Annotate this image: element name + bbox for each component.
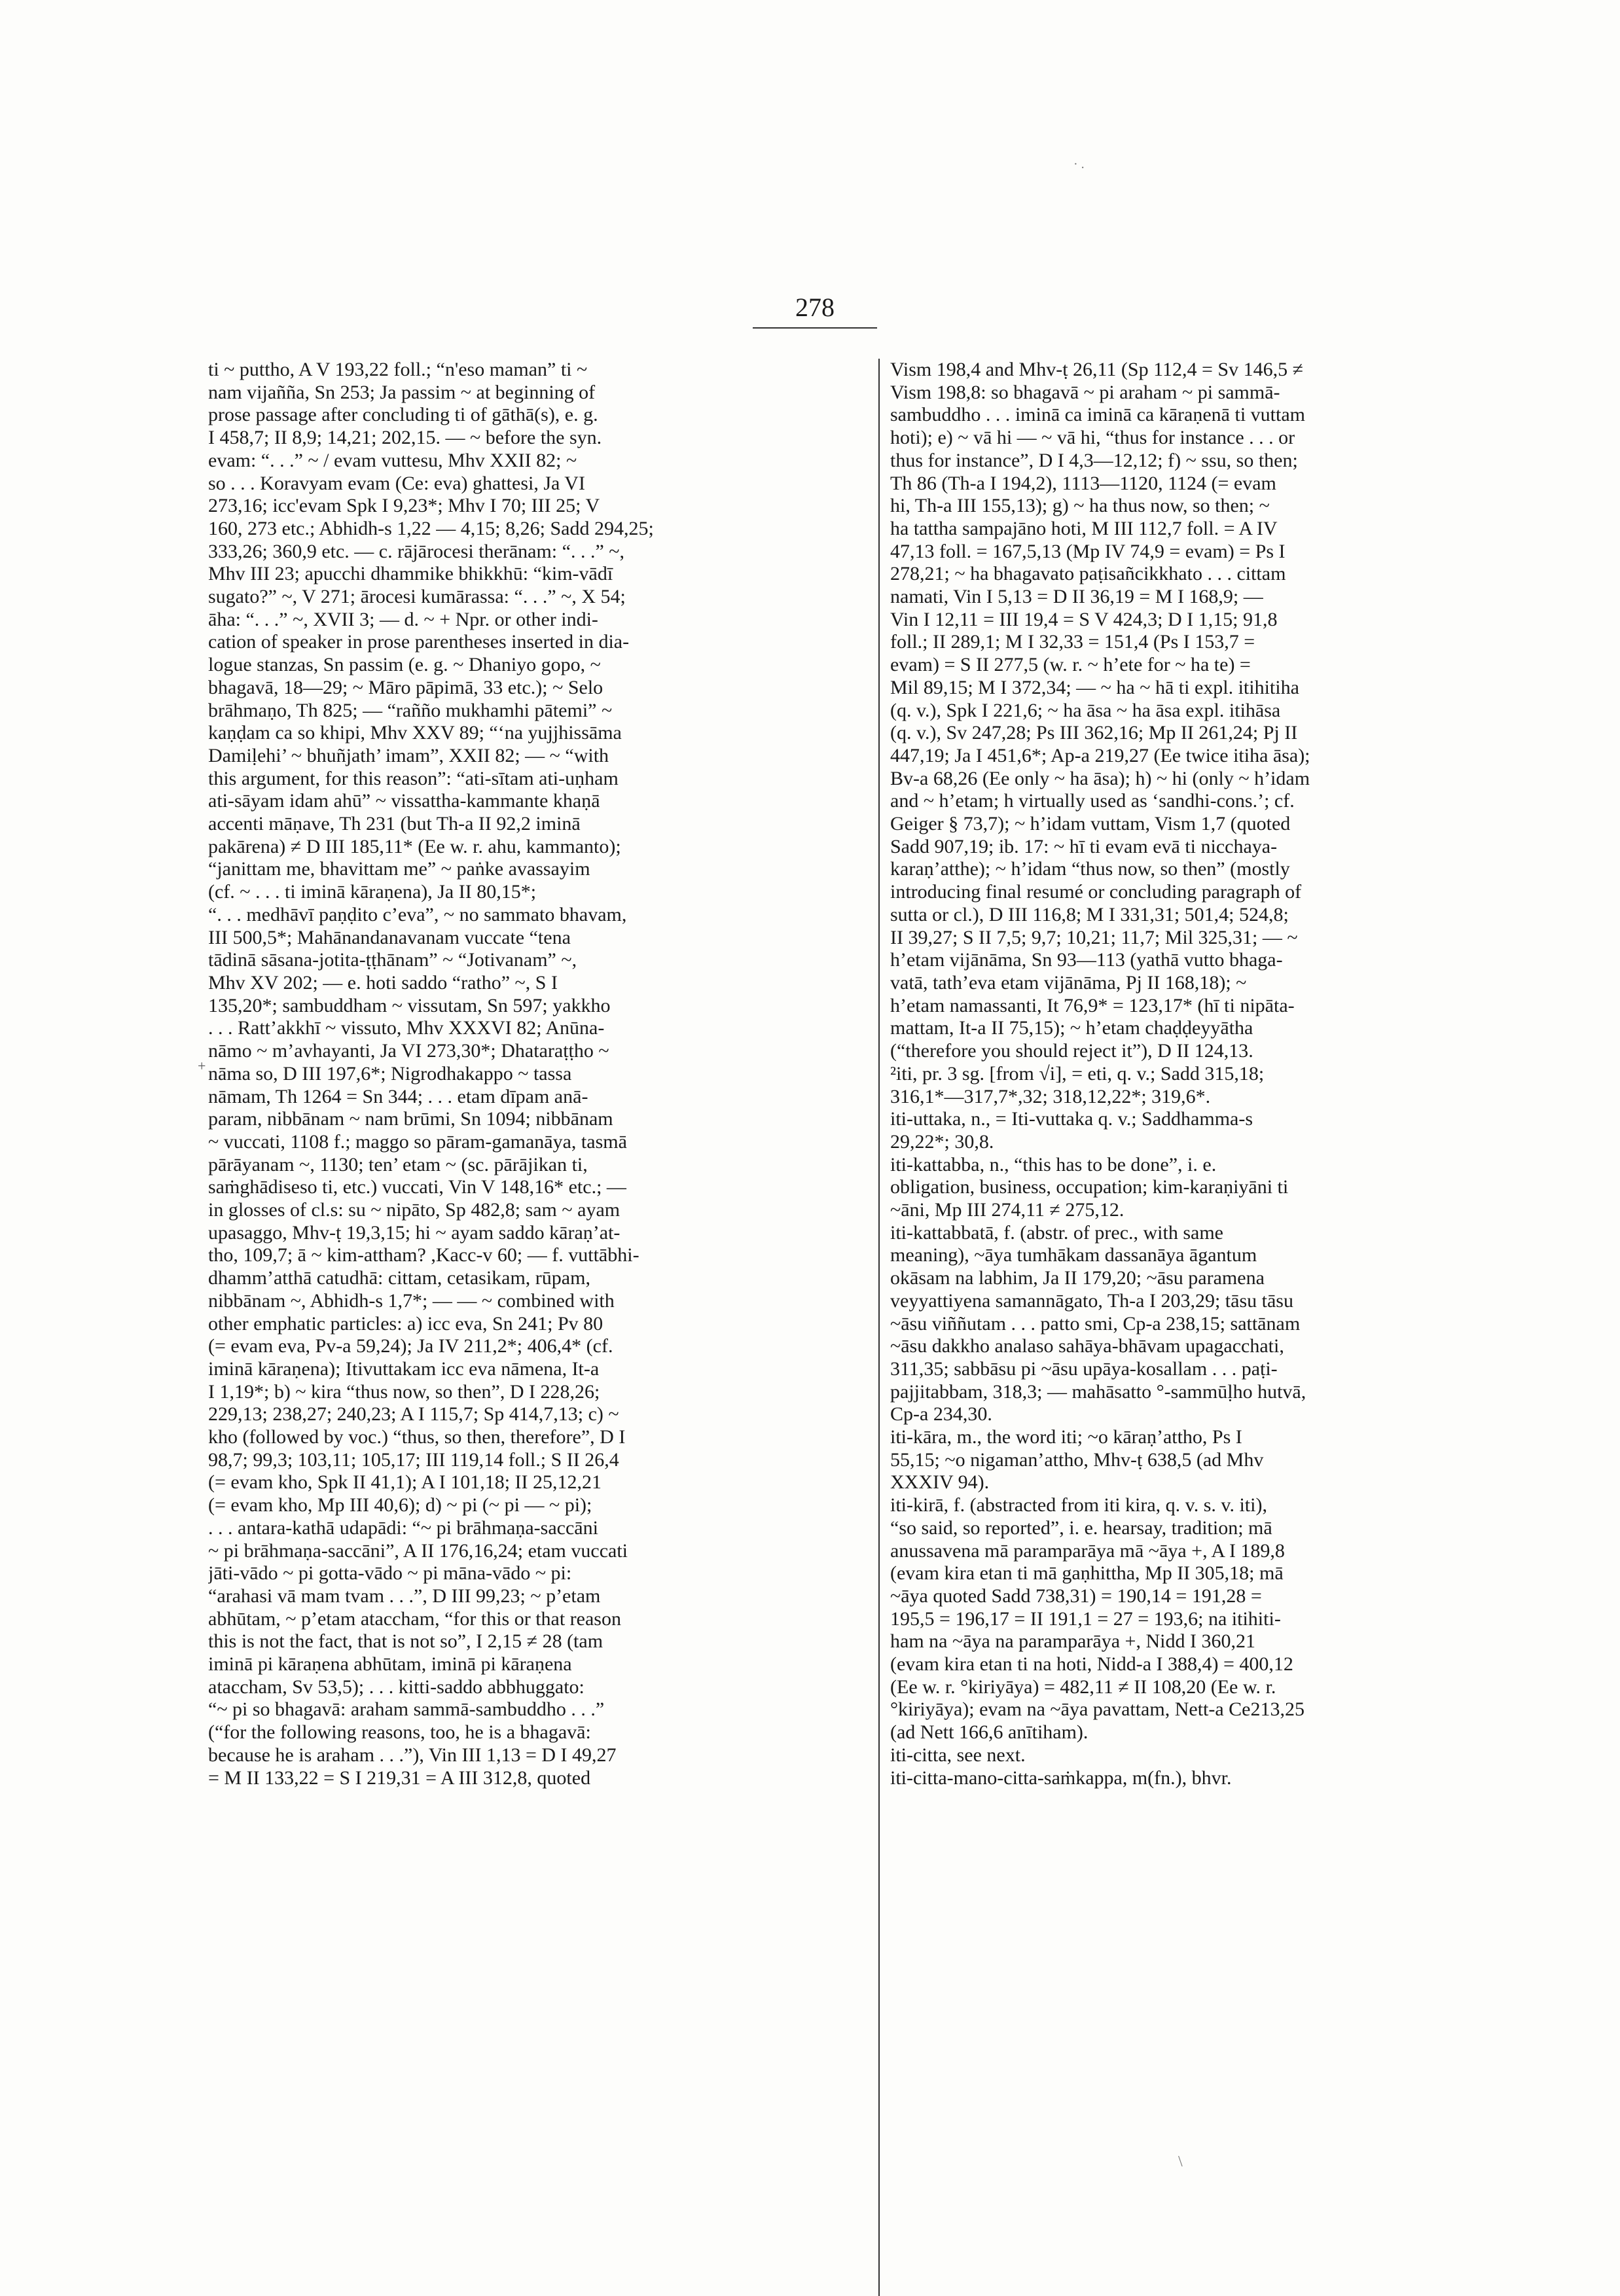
text-line: karaṇ’atthe); ~ h’idam “thus now, so then” (mostly	[890, 858, 1290, 880]
text-line: iti-kāra, m., the word iti; ~o kāraṇ’attho, Ps I	[890, 1426, 1242, 1448]
text-line: nāmo ~ m’avhayanti, Ja VI 273,30*; Dhataraṭṭho ~	[208, 1040, 609, 1062]
text-line: I 458,7; II 8,9; 14,21; 202,15. — ~ before the syn.	[208, 427, 602, 449]
text-line: Mil 89,15; M I 372,34; — ~ ha ~ hā ti expl. itihitiha	[890, 676, 1299, 698]
text-line: other emphatic particles: a) icc eva, Sn 241; Pv 80	[208, 1312, 603, 1335]
text-line: Mhv III 23; apucchi dhammike bhikkhū: “kim-vādī	[208, 563, 613, 585]
text-line: 333,26; 360,9 etc. — c. rājārocesi therānam: “. . .” ~,	[208, 540, 625, 562]
text-line: ~āya quoted Sadd 738,31) = 190,14 = 191,28 =	[890, 1585, 1262, 1607]
text-line: 278,21; ~ ha bhagavato paṭisañcikkhato . . . cittam	[890, 563, 1286, 585]
text-line: iti-citta, see next.	[890, 1744, 1026, 1766]
text-line: upasaggo, Mhv-ṭ 19,3,15; hi ~ ayam saddo kāraṇ’at-	[208, 1221, 621, 1244]
text-line: h’etam vijānāma, Sn 93—113 (yathā vutto bhaga-	[890, 949, 1283, 971]
text-line: mattam, It-a II 75,15); ~ h’etam chaḍḍeyyātha	[890, 1017, 1253, 1039]
text-line: hi, Th-a III 155,13); g) ~ ha thus now, so then; ~	[890, 495, 1270, 517]
text-line: ati-sāyam idam ahū” ~ vissattha-kammante khaṇā	[208, 790, 600, 812]
text-line: brāhmaṇo, Th 825; — “rañño mukhamhi pātemi” ~	[208, 699, 613, 721]
margin-mark: +	[198, 1058, 206, 1074]
text-line: and ~ h’etam; h virtually used as ‘sandhi-cons.’; cf.	[890, 790, 1295, 812]
text-line: (q. v.), Sv 247,28; Ps III 362,16; Mp II 261,24; Pj II	[890, 722, 1298, 744]
text-line: . . . antara-kathā udapādi: “~ pi brāhmaṇa-saccāni	[208, 1516, 598, 1539]
text-line: Cp-a 234,30.	[890, 1403, 992, 1426]
text-line: “so said, so reported”, i. e. hearsay, tradition; mā	[890, 1516, 1272, 1539]
text-line: Vism 198,4 and Mhv-ṭ 26,11 (Sp 112,4 = Sv 146,5 ≠	[890, 359, 1304, 380]
text-line: bhagavā, 18—29; ~ Māro pāpimā, 33 etc.); ~ Selo	[208, 676, 603, 698]
text-line: 195,5 = 196,17 = II 191,1 = 27 = 193,6; na itihiti-	[890, 1607, 1281, 1630]
text-line: sutta or cl.), D III 116,8; M I 331,31; 501,4; 524,8;	[890, 903, 1289, 925]
text-line: nāma so, D III 197,6*; Nigrodhakappo ~ tassa	[208, 1062, 572, 1085]
text-line: kho (followed by voc.) “thus, so then, therefore”, D I	[208, 1426, 626, 1448]
text-line: veyyattiyena samannāgato, Th-a I 203,29; tāsu tāsu	[890, 1289, 1293, 1312]
text-line: 311,35; sabbāsu pi ~āsu upāya-kosallam . . . paṭi-	[890, 1357, 1278, 1380]
text-line: namati, Vin I 5,13 = D II 36,19 = M I 168,9; —	[890, 586, 1263, 608]
text-line: ~āsu dakkho analaso sahāya-bhāvam upagacchati,	[890, 1335, 1284, 1357]
text-line: “~ pi so bhagavā: araham sammā-sambuddho . . .”	[208, 1698, 605, 1721]
text-line: Th 86 (Th-a I 194,2), 1113—1120, 1124 (= evam	[890, 472, 1276, 494]
text-line: saṁghādiseso ti, etc.) vuccati, Vin V 148,16* etc.; —	[208, 1176, 626, 1198]
text-line: this is not the fact, that is not so”, I 2,15 ≠ 28 (tam	[208, 1630, 603, 1653]
text-line: . . . Ratt’akkhī ~ vissuto, Mhv XXXVI 82; Anūna-	[208, 1017, 605, 1039]
text-line: tādinā sāsana-jotita-ṭṭhānam” ~ “Jotivanam” ~,	[208, 949, 577, 971]
text-line: °kiriyāya); evam na ~āya pavattam, Nett-a Ce213,25	[890, 1698, 1305, 1721]
text-line: II 39,27; S II 7,5; 9,7; 10,21; 11,7; Mil 325,31; — ~	[890, 926, 1298, 948]
page-number: 278	[795, 293, 835, 322]
text-line: III 500,5*; Mahānandanavanam vuccate “tena	[208, 926, 571, 948]
text-line: Geiger § 73,7); ~ h’idam vuttam, Vism 1,7 (quoted	[890, 813, 1291, 835]
text-line: ti ~ puttho, A V 193,22 foll.; “n'eso maman” ti ~	[208, 359, 588, 380]
text-line: (evam kira etan ti mā gaṇhittha, Mp II 305,18; mā	[890, 1562, 1284, 1585]
text-line: XXXIV 94).	[890, 1471, 990, 1494]
text-line: in glosses of cl.s: su ~ nipāto, Sp 482,8; sam ~ ayam	[208, 1199, 621, 1221]
text-line: jāti-vādo ~ pi gotta-vādo ~ pi māna-vādo ~ pi:	[208, 1562, 572, 1585]
text-line: (= evam kho, Mp III 40,6); d) ~ pi (~ pi — ~ pi);	[208, 1494, 592, 1516]
text-line: ~āni, Mp III 274,11 ≠ 275,12.	[890, 1199, 1125, 1221]
text-line: introducing final resumé or concluding paragraph of	[890, 881, 1302, 903]
page-number-rule	[753, 327, 877, 329]
text-line: nāmam, Th 1264 = Sn 344; . . . etam dīpam anā-	[208, 1085, 588, 1107]
text-line: Bv-a 68,26 (Ee only ~ ha āsa); h) ~ hi (only ~ h’idam	[890, 767, 1310, 789]
text-line: param, nibbānam ~ nam brūmi, Sn 1094; nibbānam	[208, 1108, 613, 1130]
text-line: sugato?” ~, V 271; ārocesi kumārassa: “. . .” ~, X 54;	[208, 586, 626, 608]
text-line: 47,13 foll. = 167,5,13 (Mp IV 74,9 = evam) = Ps I	[890, 540, 1286, 562]
text-line: sambuddho . . . iminā ca iminā ca kāraṇenā ti vuttam	[890, 404, 1305, 426]
text-line: “arahasi vā mam tvam . . .”, D III 99,23; ~ p’etam	[208, 1585, 601, 1607]
text-line: 29,22*; 30,8.	[890, 1130, 994, 1153]
text-line: nam vijañña, Sn 253; Ja passim ~ at beginning of	[208, 381, 596, 403]
text-line: ~āsu viññutam . . . patto smi, Cp-a 238,15; sattānam	[890, 1312, 1301, 1335]
text-line: kaṇḍam ca so khipi, Mhv XXV 89; “‘na yujjhissāma	[208, 722, 622, 744]
text-line: ²iti, pr. 3 sg. [from √i], = eti, q. v.; Sadd 315,18;	[890, 1062, 1265, 1085]
text-line: 135,20*; sambuddham ~ vissutam, Sn 597; yakkho	[208, 994, 611, 1016]
text-line: ~ vuccati, 1108 f.; maggo so pāram-gamanāya, tasmā	[208, 1130, 627, 1153]
text-line: āha: “. . .” ~, XVII 3; — d. ~ + Npr. or other indi-	[208, 608, 598, 630]
text-line: ataccham, Sv 53,5); . . . kitti-saddo abbhuggato:	[208, 1676, 585, 1698]
text-line: iminā pi kāraṇena abhūtam, iminā pi kāraṇena	[208, 1653, 572, 1676]
text-line: pajjitabbam, 318,3; — mahāsatto °-sammūḷho hutvā,	[890, 1380, 1306, 1403]
text-line: iti-kirā, f. (abstracted from iti kira, q. v. s. v. iti),	[890, 1494, 1267, 1516]
text-line: anussavena mā paramparāya mā ~āya +, A I 189,8	[890, 1539, 1285, 1562]
text-line: pakārena) ≠ D III 185,11* (Ee w. r. ahu, kammanto);	[208, 835, 621, 857]
text-line: ham na ~āya na paramparāya +, Nidd I 360,21	[890, 1630, 1255, 1653]
text-line: accenti māṇave, Th 231 (but Th-a II 92,2 iminā	[208, 813, 581, 835]
text-line: foll.; II 289,1; M I 32,33 = 151,4 (Ps I 153,7 =	[890, 631, 1255, 653]
text-line: tho, 109,7; ā ~ kim-attham? ,Kacc-v 60; — f. vuttābhi-	[208, 1244, 639, 1266]
text-line: I 1,19*; b) ~ kira “thus now, so then”, D I 228,26;	[208, 1380, 600, 1403]
text-line: logue stanzas, Sn passim (e. g. ~ Dhaniyo gopo, ~	[208, 654, 601, 676]
text-line: vatā, tath’eva etam vijānāma, Pj II 168,18); ~	[890, 971, 1247, 994]
text-line: pārāyanam ~, 1130; ten’ etam ~ (sc. pārājikan ti,	[208, 1153, 588, 1175]
text-line: 55,15; ~o nigaman’attho, Mhv-ṭ 638,5 (ad Mhv	[890, 1448, 1264, 1471]
text-line: “. . . medhāvī paṇḍito c’eva”, ~ no sammato bhavam,	[208, 903, 627, 925]
text-line: ~ pi brāhmaṇa-saccāni”, A II 176,16,24; etam vuccati	[208, 1539, 628, 1562]
left-column	[208, 359, 869, 2276]
text-line: h’etam namassanti, It 76,9* = 123,17* (hī ti nipāta-	[890, 994, 1295, 1016]
text-line: Damiḷehi’ ~ bhuñjath’ imam”, XXII 82; — ~ “with	[208, 744, 609, 766]
text-line: okāsam na labhim, Ja II 179,20; ~āsu paramena	[890, 1267, 1265, 1289]
text-line: (“for the following reasons, too, he is a bhagavā:	[208, 1721, 591, 1744]
text-line: “janittam me, bhavittam me” ~ paṅke avassayim	[208, 858, 590, 880]
text-line: hoti); e) ~ vā hi — ~ vā hi, “thus for instance . . . or	[890, 427, 1295, 449]
text-line: prose passage after concluding ti of gāthā(s), e. g.	[208, 404, 598, 426]
text-line: so . . . Koravyam evam (Ce: eva) ghattesi, Ja VI	[208, 472, 585, 494]
text-line: iti-kattabba, n., “this has to be done”, i. e.	[890, 1153, 1217, 1175]
corner-mark: · .	[1073, 157, 1085, 171]
text-line: iminā kāraṇena); Itivuttakam icc eva nāmena, It-a	[208, 1357, 600, 1380]
text-line: Vin I 12,11 = III 19,4 = S V 424,3; D I 1,15; 91,8	[890, 608, 1278, 630]
right-column	[890, 359, 1551, 2276]
text-line: 98,7; 99,3; 103,11; 105,17; III 119,14 foll.; S II 26,4	[208, 1448, 619, 1471]
text-line: ha tattha sampajāno hoti, M III 112,7 foll. = A IV	[890, 517, 1278, 539]
text-line: 273,16; icc'evam Spk I 9,23*; Mhv I 70; III 25; V	[208, 495, 600, 517]
text-line: this argument, for this reason”: “ati-sītam ati-uṇham	[208, 767, 619, 789]
text-line: Sadd 907,19; ib. 17: ~ hī ti evam evā ti nicchaya-	[890, 835, 1278, 857]
text-line: dhamm’atthā catudhā: cittam, cetasikam, rūpam,	[208, 1267, 590, 1289]
text-line: meaning), ~āya tumhākam dassanāya āgantum	[890, 1244, 1257, 1266]
text-line: abhūtam, ~ p’etam ataccham, “for this or that reason	[208, 1607, 621, 1630]
text-line: Vism 198,8: so bhagavā ~ pi araham ~ pi sammā-	[890, 381, 1280, 403]
text-line: nibbānam ~, Abhidh-s 1,7*; — — ~ combined with	[208, 1289, 615, 1312]
text-line: Mhv XV 202; — e. hoti saddo “ratho” ~, S I	[208, 971, 558, 994]
text-line: (evam kira etan ti na hoti, Nidd-a I 388,4) = 400,12	[890, 1653, 1293, 1676]
text-line: thus for instance”, D I 4,3—12,12; f) ~ ssu, so then;	[890, 449, 1298, 471]
column-divider	[878, 359, 880, 2296]
text-line: = M II 133,22 = S I 219,31 = A III 312,8, quoted	[208, 1767, 591, 1789]
text-line: (Ee w. r. °kiriyāya) = 482,11 ≠ II 108,20 (Ee w. r.	[890, 1676, 1276, 1698]
text-line: 229,13; 238,27; 240,23; A I 115,7; Sp 414,7,13; c) ~	[208, 1403, 619, 1426]
bottom-mark: \	[1178, 2153, 1183, 2170]
text-line: iti-citta-mano-citta-saṁkappa, m(fn.), bhvr.	[890, 1767, 1232, 1789]
text-line: 316,1*—317,7*,32; 318,12,22*; 319,6*.	[890, 1085, 1211, 1107]
text-line: (ad Nett 166,6 anītiham).	[890, 1721, 1089, 1744]
text-line: iti-uttaka, n., = Iti-vuttaka q. v.; Saddhamma-s	[890, 1108, 1253, 1130]
text-line: (= evam eva, Pv-a 59,24); Ja IV 211,2*; 406,4* (cf.	[208, 1335, 613, 1357]
text-line: 447,19; Ja I 451,6*; Ap-a 219,27 (Ee twice itiha āsa);	[890, 744, 1310, 766]
text-line: 160, 273 etc.; Abhidh-s 1,22 — 4,15; 8,26; Sadd 294,25;	[208, 517, 654, 539]
text-line: obligation, business, occupation; kim-karaṇiyāni ti	[890, 1176, 1289, 1198]
text-line: (“therefore you should reject it”), D II 124,13.	[890, 1040, 1253, 1062]
text-line: cation of speaker in prose parentheses inserted in dia-	[208, 631, 630, 653]
text-line: iti-kattabbatā, f. (abstr. of prec., with same	[890, 1221, 1223, 1244]
text-line: (cf. ~ . . . ti iminā kāraṇena), Ja II 80,15*;	[208, 881, 537, 903]
text-line: evam) = S II 277,5 (w. r. ~ h’ete for ~ ha te) =	[890, 654, 1251, 676]
text-line: because he is araham . . .”), Vin III 1,13 = D I 49,27	[208, 1744, 617, 1766]
text-line: evam: “. . .” ~ / evam vuttesu, Mhv XXII 82; ~	[208, 449, 577, 471]
text-line: (= evam kho, Spk II 41,1); A I 101,18; II 25,12,21	[208, 1471, 602, 1494]
text-line: (q. v.), Spk I 221,6; ~ ha āsa ~ ha āsa expl. itihāsa	[890, 699, 1281, 721]
